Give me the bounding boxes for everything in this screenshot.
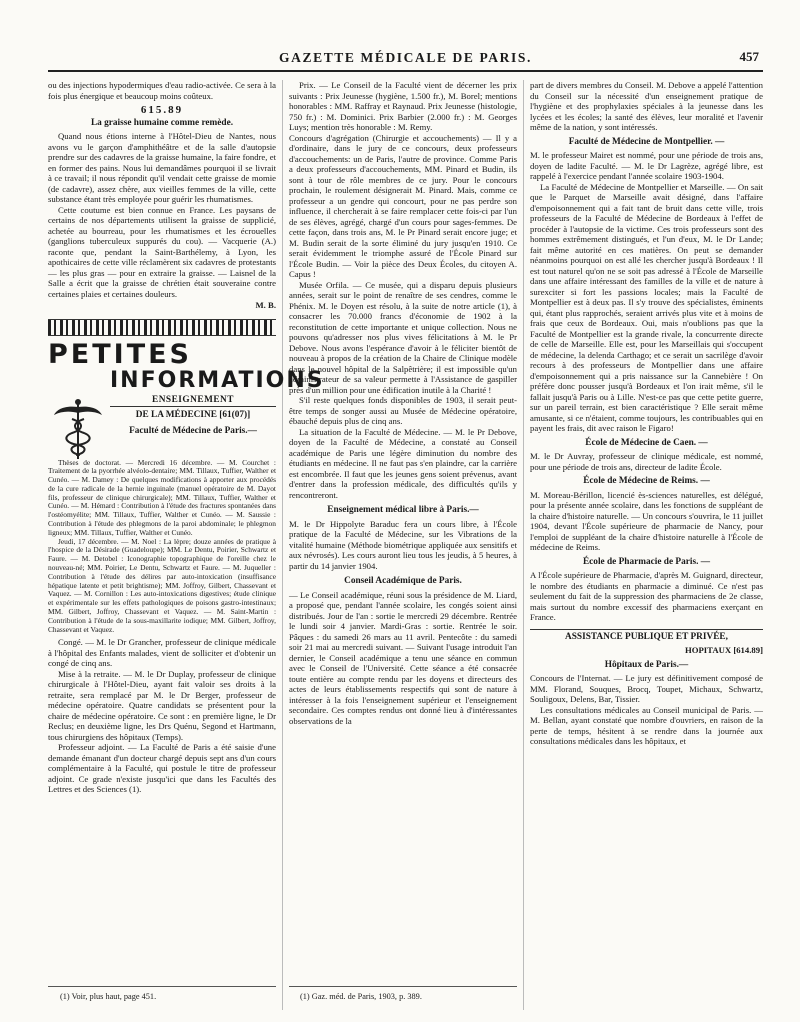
- footnote: (1) Voir, plus haut, page 451.: [60, 992, 157, 1001]
- caduceus-icon: [52, 397, 104, 461]
- subsection-heading: Faculté de Médecine de Paris.—: [129, 425, 257, 436]
- paragraph: Mise à la retraite. — M. le Dr Duplay, professeur de clinique chirurgicale à l'Hôtel-Dieu, ayant fait valoir ses droits à la retraite, sera remplacé par M. le Dr Berger, professeur de médecine opératoire. Quatre candidats se présentent pour la chaire de médecine opératoire. Ce sont : en première ligne, le Dr Reclus; en deuxième ligne, les Drs Quénu, Segond et Hartmann, tous chirurgiens des hôpitaux (Temps).: [48, 668, 276, 742]
- section-title: ENSEIGNEMENT: [110, 395, 276, 408]
- article-heading: École de Médecine de Caen. —: [585, 437, 708, 448]
- section-rule: [530, 629, 763, 630]
- paragraph: part de divers membres du Conseil. M. Debove a appelé l'attention du Conseil sur la nécessité d'un enseignement pratique de l'hygiène et des prophylaxies spéciales à la jeunesse dans les lycées et les écoles; la santé des élèves, leur moralité et l'avenir même de la nation, y sont intéressés.: [530, 80, 763, 132]
- paragraph: Jeudi, 17 décembre. — M. Noel : La lèpre; douze années de pratique à l'hospice de la Désirade (Guadeloupe); MM. Le Dentu, Poirier, Schwartz et Faure. — M. Detobel : Iconographie topographique de l'oreille chez le nouveau-né; MM. Poirier, Le Dentu, Schwartz et Faure. — M. Juqueller : Contribution à l'étude des délires par auto-intoxication (insuffisance hépatique latente et petit brightisme); MM. Joffroy, Gilbert, Chassevant et Vaquez. — M. Cornillon : Les auto-intoxications digestives; étude clinique et expérimentale sur les effets pathologiques de poisons gastro-intestinaux; MM. Gilbert, Joffroy, Chassevant et Vaquez. — M. Saint-Martin : Contribution à l'étude de la sous-maxillarite iodique; MM. Gilbert, Joffroy, Chassevant et Vaquez.: [48, 536, 276, 634]
- column-left: [48, 80, 325, 795]
- article-heading: Faculté de Médecine de Montpellier. —: [568, 136, 725, 147]
- article-heading: Enseignement médical libre à Paris.—: [327, 505, 479, 515]
- paragraph: Prix. — Le Conseil de la Faculté vient de décerner les prix suivants : Prix Jeunesse (hygiène, 1.500 fr.), M. Borel; mentions honorables : MM. Raffray et Raynaud. Prix Jeunesse (histologie, 750 fr.) : M. Dominici. Prix Barbier (2.000 fr.) : M. Georges Luys; mention très honorable : M. Remy.: [289, 80, 517, 132]
- paragraph: A l'École supérieure de Pharmacie, d'après M. Guignard, directeur, le nombre des étudiants en pharmacie a diminué. Ce n'est pas seulement du fait de la suppression des pharmaciens de 2e classe, mais surtout du nombre excessif des pharmaciens exerçant en France.: [530, 570, 763, 622]
- paragraph: Cette coutume est bien connue en France. Les paysans de certains de nos départements utilisent la graisse de supplicié, achetée au bourreau, pour les rhumatismes et les écrouelles (ganglions tuberculeux suppurés du cou). — Vacquerie (A.) raconte que, pendant la Saint-Barthélemy, à Lyon, les apothicaires de cette ville réclamèrent six cadavres de protestants — les plus gras — pour en extraire la graisse. — Laisnel de la Salle a écrit que la graisse de chrétien était souveraine contre certaines plaies et certaines douleurs.: [48, 204, 276, 299]
- column-rule: [282, 80, 283, 1010]
- article-heading: La graisse humaine comme remède.: [90, 117, 234, 128]
- paragraph: Musée Orfila. — Ce musée, qui a disparu depuis plusieurs années, serait sur le point de renaître de ses cendres, comme le Phénix. M. le Doyen est résolu, à la suite de notre article (1), à consacrer les 70.000 francs d'économie de 1902 à la reconstitution de cette importante et unique collection. Nous ne pouvons qu'adresser nos plus vives félicitations à M. le Pr Debove. Nous avons l'espérance d'avoir à le féliciter bientôt de nouveau à propos de la création de la Chaire de Clinique modèle dans le nouvel hôpital de la Salpêtrière; il est impossible qu'un administrateur de sa valeur permette à l'Assistance de gaspiller près d'un million pour une édification inutile à la Charité !: [289, 279, 517, 395]
- section-banner: [48, 338, 325, 393]
- footnote-rule: [48, 986, 276, 987]
- paragraph: Concours d'agrégation (Chirurgie et accouchements) — Il y a d'ordinaire, dans le jury de ce concours, deux professeurs d'accouchements: un de Paris, l'autre de province. Comme Paris a deux professeurs d'accouchements, MM. Pinard et Budin, ils sont à tour de rôle membres de ce jury. Pour le concours prochain, le roulement désignerait M. Pinard. Mais, comme ce professeur a un gendre qui concourt, pour ne pas perdre son influence, il chercherait à se faire remplacer cette fois-ci par l'un de ses élèves, agrégé, chargé d'un cours pour sages-femmes. De cette façon, dans trois ans, M. le Pr Pinard serait encore juge; et M. Budin serait de la sorte éliminé du jury jusqu'en 1910. Ce serait évidemment le triomphe assuré de l'École Pinard sur l'École Budin. — Voir la pièce des Deux Écoles, du citoyen A. Capus !: [289, 132, 517, 279]
- page-header: [48, 44, 763, 72]
- classification-number: 615.89: [140, 104, 184, 116]
- paragraph: Congé. — M. le Dr Grancher, professeur de clinique médicale à l'hôpital des Enfants malades, vient de solliciter et d'obtenir un congé de cinq ans.: [48, 637, 276, 669]
- theses-list: [48, 459, 276, 635]
- paragraph: M. le Dr Hippolyte Baraduc fera un cours libre, à l'École pratique de la Faculté de Médecine, sur les Vibrations de la vitalité humaine (Méthode biométrique appliquée aux sensitifs et aux névrosés). Les cours auront lieu tous les jeudis, à 5 heures, à partir du 14 janvier 1904.: [289, 518, 517, 571]
- section-subtitle: DE LA MÉDECINE [61(07)]: [135, 410, 251, 420]
- paragraph: Professeur adjoint. — La Faculté de Paris a été saisie d'une demande émanant d'un docteur chargé depuis sept ans d'un cours complémentaire à la Faculté, qui postule le titre de professeur adjoint. Ce grade n'existe jusqu'ici que dans les Facultés des Lettres et des Sciences (1).: [48, 742, 276, 795]
- article-heading: École de Médecine de Reims. —: [583, 476, 710, 486]
- paragraph: ou des injections hypodermiques d'eau radio-activée. Ce sera à la fois plus énergique et beaucoup moins coûteux.: [48, 80, 276, 101]
- paragraph: Concours de l'Internat. — Le jury est définitivement composé de MM. Florand, Souques, Brocq, Toupet, Michaux, Schwartz, Souligoux, Delens, Bar, Tissier.: [530, 673, 763, 704]
- page-number: 457: [739, 49, 759, 64]
- paragraph: S'il reste quelques fonds disponibles de 1903, il serait peut-être temps de songer aussi au Musée de Médecine opératoire, ébauché depuis plus de cinq ans.: [289, 395, 517, 426]
- paragraph: Quand nous étions interne à l'Hôtel-Dieu de Nantes, nous avons vu le garçon d'amphithéâtre et de la salle d'autopsie prendre sur des cadavres de la graisse humaine, la faire fondre, et en former des pains. Nous lui demandâmes pourquoi il se livrait à ce travail; il nous répondit qu'il vendait cette graisse de momie (de cadavre), assez chère, aux vieilles femmes de la ville, cette substance étant très employée pour guérir les rhumatismes.: [48, 131, 276, 204]
- section-heading-enseignement: [48, 395, 276, 459]
- footnote-rule: [289, 986, 517, 987]
- banner-line-2: INFORMATIONS: [110, 367, 325, 393]
- article-heading: Hôpitaux de Paris.—: [604, 659, 689, 670]
- journal-title: GAZETTE MÉDICALE DE PARIS.: [279, 50, 532, 65]
- article-heading: Conseil Académique de Paris.: [344, 576, 462, 586]
- paragraph: Thèses de doctorat. — Mercredi 16 décembre. — M. Courchet : Traitement de la pyorrhée alvéolo-dentaire; MM. Tillaux, Tuffier, Walther et Cunéo. — M. Damey : De quelques modifications à apporter aux procédés de la cure radicale de la hernie inguinale (manuel opératoire de M. Dayot fils, professeur de clinique chirurgicale); MM. Tillaux, Tuffier, Walther et Cunéo. — M. Hémard : Contribution à l'étude des fractures spontanées dans l'ostéomyélite; MM. Tillaux, Tuffier, Walther et Cunéo. — M. Saussie : Contribution à l'étude des phlegmons de la paroi abdominale; le phlegmon ligneux; MM. Tillaux, Tuffier, Walther et Cunéo.: [48, 457, 276, 537]
- banner-line-1: PETITES: [48, 338, 193, 370]
- section-title: ASSISTANCE PUBLIQUE ET PRIVÉE,: [565, 631, 728, 642]
- column-right: [530, 80, 763, 747]
- article-heading: École de Pharmacie de Paris. —: [582, 556, 711, 567]
- paragraph: M. le professeur Mairet est nommé, pour une période de trois ans, doyen de ladite Faculté. — M. le Dr Lagrèze, agrégé libre, est rappelé à l'exercice pendant l'année scolaire 1903-1904.: [530, 150, 763, 181]
- column-rule: [523, 80, 524, 1010]
- section-subtitle: HOPITAUX [614.89]: [684, 645, 763, 655]
- paragraph: Les consultations médicales au Conseil municipal de Paris. — M. Bellan, ayant constaté que nombre d'ouvriers, en raison de la perte de temps, hésitent à se rendre dans la journée aux consultations médicales dans les hôpitaux, et: [530, 704, 763, 746]
- paragraph: M. le Dr Auvray, professeur de clinique médicale, est nommé, pour une période de trois ans, directeur de ladite École.: [530, 451, 763, 472]
- ornamental-border: [48, 319, 276, 336]
- paragraph: La situation de la Faculté de Médecine. — M. le Pr Debove, doyen de la Faculté de Médecine, a constaté au Conseil académique de Paris une légère diminution du nombre des étudiants en médecine. Il ne faut pas s'en plaindre, car la carrière est encombrée. Il faut que les jeunes gens soient prévenus, avant d'entrer dans la profession médicale, des difficultés qu'ils y rencontreront.: [289, 426, 517, 500]
- footnote: (1) Gaz. méd. de Paris, 1903, p. 389.: [300, 992, 422, 1001]
- column-middle: [289, 80, 517, 726]
- paragraph: La Faculté de Médecine de Montpellier et Marseille. — On sait que le Parquet de Marseille avait désigné, dans l'affaire d'empoisonnement qui a fait tant de bruit dans cette ville, trois professeurs de la Faculté de Médecine de Bordeaux à l'effet de procéder à l'autopsie de la victime. Ces trois professeurs sont des hommes extrêmement distingués, et l'un d'eux, M. le Dr Lande; fait même autorité en ces matières. On peut se demander néanmoins pourquoi on est allé les chercher jusqu'à Bordeaux ! Il est tout naturel qu'on ne se soit pas adressé à l'École de Marseille dans une affaire intéressant des familles de la ville et de nature à surexciter si fort les passions locales; mais la Faculté de Montpellier est à deux pas. Il s'y trouve des spécialistes, éminents qui, étant plus rapprochés, seraient arrivés plus vite et à moins de frais que ceux de Bordeaux. Oui, mais n'oublions pas que la Faculté de Montpellier est la grande rivale, la concurrente directe de celle de Marseille. Elle est, pour les Marseillais qui s'occupent de médecine, la delenda Carthago; et ce serait un sacrilège d'avoir recours à des professeurs de Montpellier dans une affaire d'empoisonnement qui a pris naissance sur la Cannebière ! On préfère donc pousser jusqu'à Bordeaux et l'on irait même, s'il le fallait jusqu'à Paris ou à Lille. N'est-ce pas que cette petite guerre, sur un pareil terrain, est bien caractéristique ? Elle serait même amusante, si ce n'étaient, comme toujours, les contribuables qui en payent les frais, dit avec raison le Figaro!: [530, 181, 763, 433]
- paragraph: M. Moreau-Bérillon, licencié ès-sciences naturelles, est délégué, pour la présente année scolaire, dans les fonctions de suppléant de la chaire d'histoire naturelle. — Un concours s'ouvrira, le 11 juillet 1904, devant l'École supérieure de pharmacie de Nancy, pour l'emploi de suppléant de la chaire d'histoire naturelle à l'École de médecine de Reims.: [530, 489, 763, 552]
- signature: M. B.: [255, 300, 276, 310]
- paragraph: — Le Conseil académique, réuni sous la présidence de M. Liard, a proposé que, pendant l'année scolaire, les congés soient ainsi distribués. Jour de l'an : sortie le mercredi 29 décembre. Rentrée le lundi soir 4 janvier. Mardi-Gras : sortie. Rentrée le soir. Pâques : du samedi 26 mars au 11 avril. Pentecôte : du samedi soir 21 mai au mercredi suivant. — Suivant l'usage introduit l'an dernier, le Conseil académique a tenu une séance en commun avec le Conseil de l'Université. Cette séance a été consacrée toute entière au compte rendu par les doyens et directeurs des actes de leurs établissements respectifs qui sont de nature à intéresser à la fois l'enseignement supérieur et l'enseignement secondaire. Ces comptes rendus ont donné lieu à d'intéressantes observations de la: [289, 589, 517, 726]
